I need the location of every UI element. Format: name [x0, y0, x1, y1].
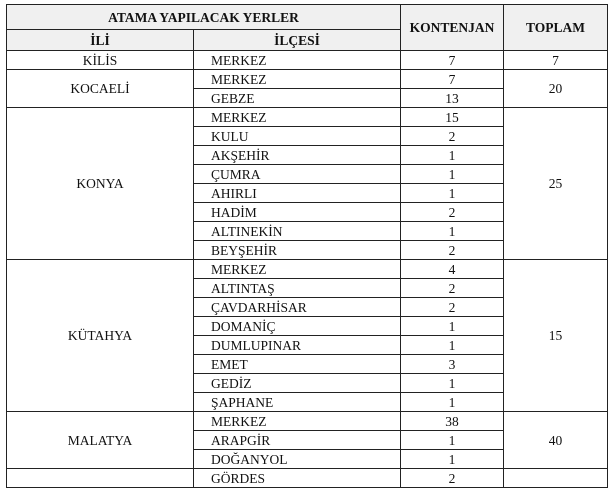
- district-cell: ÇUMRA: [194, 165, 401, 184]
- province-cell: [7, 469, 194, 488]
- total-cell: 15: [504, 260, 608, 412]
- district-cell: ALTINTAŞ: [194, 279, 401, 298]
- quota-cell: 2: [401, 279, 504, 298]
- province-cell: KİLİS: [7, 51, 194, 70]
- quota-cell: 1: [401, 317, 504, 336]
- quota-cell: 1: [401, 393, 504, 412]
- district-cell: DUMLUPINAR: [194, 336, 401, 355]
- district-cell: MERKEZ: [194, 51, 401, 70]
- district-cell: ŞAPHANE: [194, 393, 401, 412]
- quota-cell: 1: [401, 336, 504, 355]
- district-cell: MERKEZ: [194, 108, 401, 127]
- table-row: [7, 260, 608, 279]
- district-cell: BEYŞEHİR: [194, 241, 401, 260]
- assignment-table: [6, 4, 608, 488]
- district-cell: DOMANİÇ: [194, 317, 401, 336]
- quota-cell: 1: [401, 431, 504, 450]
- quota-cell: 2: [401, 203, 504, 222]
- district-cell: AKŞEHİR: [194, 146, 401, 165]
- quota-cell: 2: [401, 127, 504, 146]
- header-quota: KONTENJAN: [401, 5, 504, 51]
- quota-cell: 1: [401, 374, 504, 393]
- province-cell: KONYA: [7, 108, 194, 260]
- total-cell: [504, 469, 608, 488]
- quota-cell: 7: [401, 51, 504, 70]
- district-cell: MERKEZ: [194, 412, 401, 431]
- quota-cell: 2: [401, 469, 504, 488]
- table-row: [7, 108, 608, 127]
- district-cell: ALTINEKİN: [194, 222, 401, 241]
- district-cell: DOĞANYOL: [194, 450, 401, 469]
- header-district: İLÇESİ: [194, 30, 401, 51]
- quota-cell: 1: [401, 146, 504, 165]
- total-cell: 7: [504, 51, 608, 70]
- total-cell: 25: [504, 108, 608, 260]
- quota-cell: 3: [401, 355, 504, 374]
- district-cell: KULU: [194, 127, 401, 146]
- table-row: [7, 70, 608, 89]
- total-cell: 20: [504, 70, 608, 108]
- quota-cell: 2: [401, 241, 504, 260]
- district-cell: ÇAVDARHİSAR: [194, 298, 401, 317]
- district-cell: MERKEZ: [194, 70, 401, 89]
- header-province: İLİ: [7, 30, 194, 51]
- quota-cell: 1: [401, 165, 504, 184]
- district-cell: EMET: [194, 355, 401, 374]
- district-cell: ARAPGİR: [194, 431, 401, 450]
- quota-cell: 1: [401, 184, 504, 203]
- district-cell: GEDİZ: [194, 374, 401, 393]
- quota-cell: 4: [401, 260, 504, 279]
- province-cell: KOCAELİ: [7, 70, 194, 108]
- province-cell: MALATYA: [7, 412, 194, 469]
- table-row: [7, 51, 608, 70]
- table-body: [7, 51, 608, 488]
- quota-cell: 7: [401, 70, 504, 89]
- district-cell: GEBZE: [194, 89, 401, 108]
- quota-cell: 13: [401, 89, 504, 108]
- header-total: TOPLAM: [504, 5, 608, 51]
- province-cell: KÜTAHYA: [7, 260, 194, 412]
- total-cell: 40: [504, 412, 608, 469]
- table-row: [7, 412, 608, 431]
- quota-cell: 15: [401, 108, 504, 127]
- district-cell: MERKEZ: [194, 260, 401, 279]
- quota-cell: 2: [401, 298, 504, 317]
- district-cell: HADİM: [194, 203, 401, 222]
- header-group-title: ATAMA YAPILACAK YERLER: [7, 5, 401, 30]
- quota-cell: 1: [401, 450, 504, 469]
- district-cell: AHIRLI: [194, 184, 401, 203]
- quota-cell: 38: [401, 412, 504, 431]
- quota-cell: 1: [401, 222, 504, 241]
- table-row: [7, 469, 608, 488]
- district-cell: GÖRDES: [194, 469, 401, 488]
